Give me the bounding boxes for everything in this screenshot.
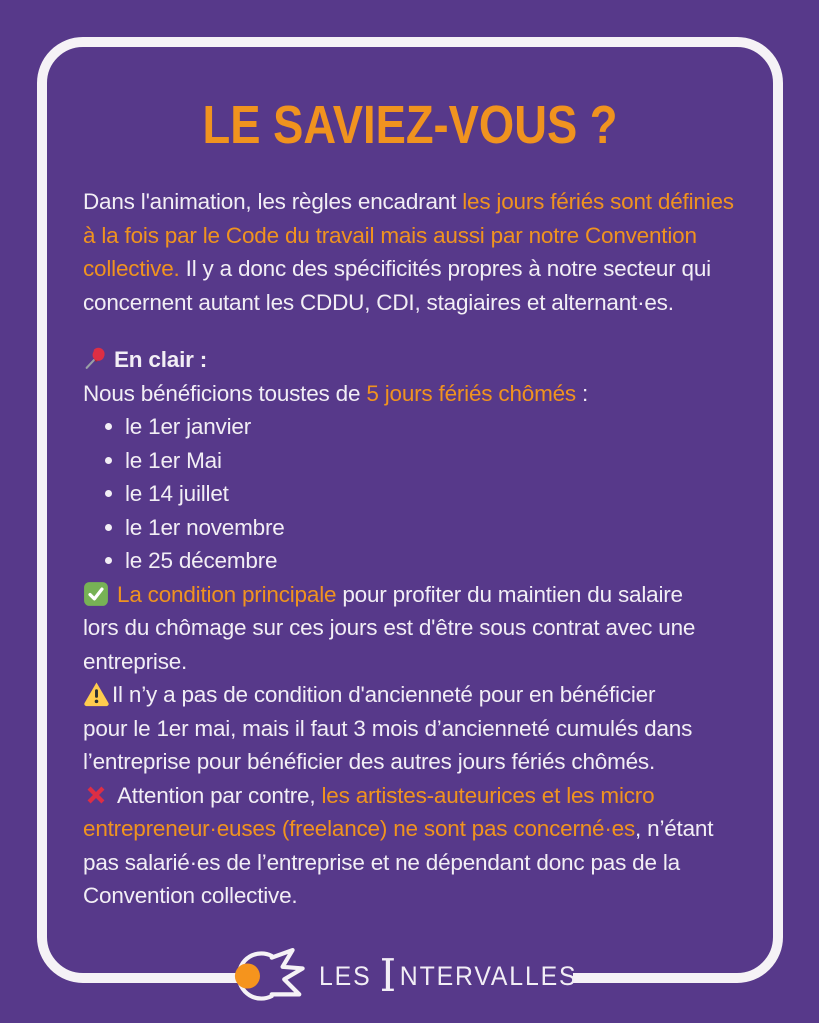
- check-icon: [83, 581, 109, 607]
- holiday-item: le 1er novembre: [125, 511, 773, 545]
- text-segment: Convention collective.: [83, 883, 298, 908]
- text-segment: En clair :: [114, 347, 208, 372]
- text-segment: :: [575, 380, 589, 406]
- holiday-item: le 25 décembre: [125, 544, 773, 578]
- text-segment: les jours fériés sont définies: [462, 189, 734, 214]
- logo-wordmark: [319, 948, 578, 1002]
- en-clair-line: [47, 377, 773, 411]
- holidays-list: [47, 410, 773, 578]
- logo-initial-i: I: [379, 948, 399, 1002]
- holiday-item: le 1er janvier: [125, 410, 773, 444]
- text-segment: Il n’y a pas de condition d'ancienneté pour en bénéficier: [112, 682, 656, 707]
- warning-icon: [83, 680, 110, 707]
- text-segment: 5 jours fériés chômés: [366, 380, 576, 406]
- holiday-item: le 1er Mai: [125, 444, 773, 478]
- text-segment: , n’étant: [635, 816, 714, 841]
- holiday-item: le 14 juillet: [125, 477, 773, 511]
- logo-word-ntervalles: NTERVALLES: [399, 960, 578, 991]
- en-clair-heading: [47, 343, 773, 377]
- text-segment: Dans l'animation, les règles encadrant: [83, 189, 463, 214]
- text-segment: lors du chômage sur ces jours est d'être sous contrat avec une: [83, 615, 696, 640]
- text-segment: Il y a donc des spécificités propres à notre secteur qui: [179, 256, 711, 281]
- cross-icon: [83, 782, 109, 808]
- anciennete-paragraph: [47, 678, 773, 779]
- page-title-text: LE SAVIEZ-VOUS ?: [202, 95, 618, 155]
- attention-paragraph: [47, 779, 773, 913]
- pushpin-icon: [83, 346, 108, 371]
- text-segment: collective.: [83, 256, 180, 281]
- text-segment: pour profiter du maintien du salaire: [336, 581, 683, 607]
- text-segment: pas salarié·es de l’entreprise et ne dépendant donc pas de la: [83, 849, 680, 875]
- text-segment: les artistes-auteurices et les micro: [321, 782, 655, 808]
- text-segment: pour le 1er mai, mais il faut 3 mois d’ancienneté cumulés dans: [83, 715, 693, 741]
- text-segment: l’entreprise pour bénéficier des autres jours fériés chômés.: [83, 749, 656, 774]
- logo-word-les: LES: [319, 960, 372, 991]
- text-segment: concernent autant les CDDU, CDI, stagiaires et alternant·es.: [83, 289, 674, 315]
- text-segment: Attention par contre,: [117, 782, 322, 808]
- text-segment: Nous bénéficions toustes de: [83, 380, 367, 406]
- text-segment: à la fois par le Code du travail mais aussi par notre Convention: [83, 222, 697, 248]
- page-title: [47, 96, 773, 154]
- condition-paragraph: [47, 578, 773, 679]
- footer-logo: [247, 937, 578, 1015]
- text-segment: entreprise.: [83, 648, 188, 674]
- comet-logo-icon: [219, 944, 311, 1008]
- text-segment: La condition principale: [117, 581, 337, 607]
- info-card: [37, 37, 783, 983]
- intro-paragraph: [47, 185, 773, 319]
- text-segment: entrepreneur·euses (freelance) ne sont pas concerné·es: [83, 816, 636, 841]
